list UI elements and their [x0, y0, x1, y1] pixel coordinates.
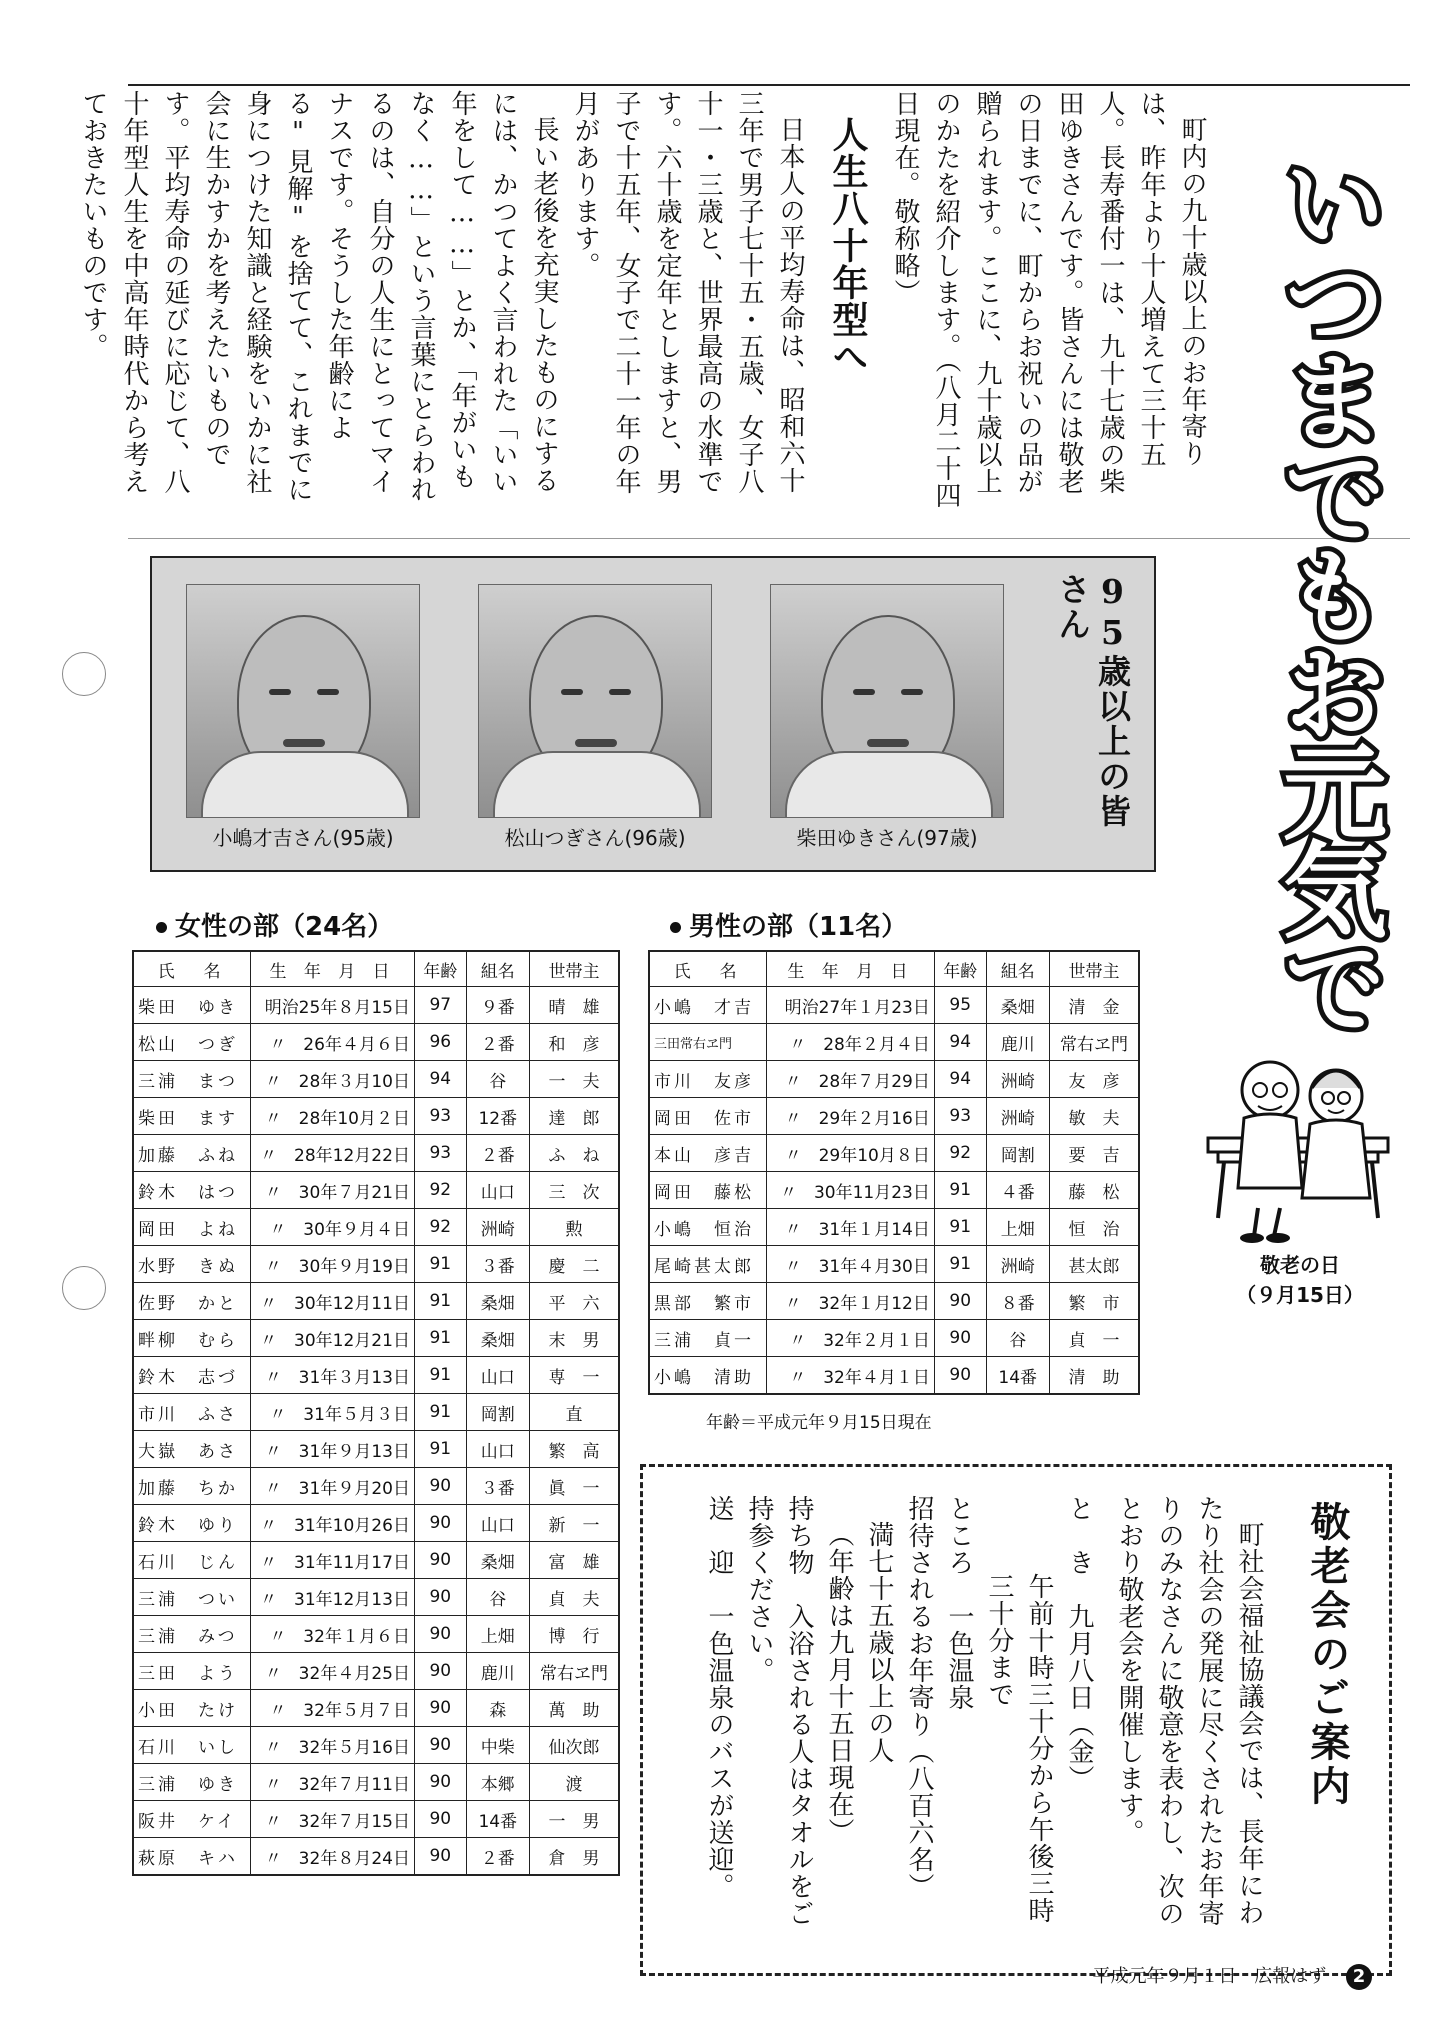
cell-group: 谷	[466, 1579, 529, 1616]
table-header-row	[133, 951, 619, 987]
column-header: 世帯主	[529, 951, 619, 987]
photo-panel-title: 95歳以上の皆さん	[1053, 572, 1132, 829]
cell-age: 90	[414, 1801, 466, 1838]
binder-hole-bottom	[62, 1266, 106, 1310]
cell-name: 佐野 かと	[133, 1283, 251, 1320]
cell-birthdate: 〃 32年１月６日	[251, 1616, 415, 1653]
cell-householder: 新 一	[529, 1505, 619, 1542]
column-header: 世帯主	[1049, 951, 1139, 987]
table-row	[649, 1135, 1139, 1172]
cell-householder: ふ ね	[529, 1135, 619, 1172]
cell-householder: 貞 一	[1049, 1320, 1139, 1357]
women-count: （24名）	[279, 912, 394, 942]
cell-group: 森	[466, 1690, 529, 1727]
cell-group: 谷	[986, 1320, 1049, 1357]
cell-birthdate: 〃 31年１月14日	[767, 1209, 935, 1246]
cell-name: 松山 つぎ	[133, 1024, 251, 1061]
cell-name: 三浦 つい	[133, 1579, 251, 1616]
cell-age: 90	[414, 1579, 466, 1616]
men-section-heading	[670, 906, 907, 943]
women-table	[132, 950, 620, 1876]
cell-group: 洲崎	[466, 1209, 529, 1246]
intro-article	[78, 90, 1212, 510]
eye-right	[317, 689, 339, 695]
cell-group: 鹿川	[986, 1024, 1049, 1061]
cell-birthdate: 〃 29年10月８日	[767, 1135, 935, 1172]
table-row	[133, 1727, 619, 1764]
age-as-of-note: 年齢＝平成元年９月15日現在	[706, 1413, 932, 1433]
cell-birthdate: 〃 32年７月15日	[251, 1801, 415, 1838]
table-row	[133, 1320, 619, 1357]
cell-birthdate: 〃 32年２月１日	[767, 1320, 935, 1357]
cell-group: 14番	[466, 1801, 529, 1838]
cell-householder: 常右ヱ門	[1049, 1024, 1139, 1061]
table-row	[133, 1653, 619, 1690]
cell-householder: 晴 雄	[529, 987, 619, 1024]
cell-group: 山口	[466, 1431, 529, 1468]
column-header: 年齢	[934, 951, 986, 987]
cell-age: 90	[934, 1320, 986, 1357]
table-row	[133, 1505, 619, 1542]
cell-age: 91	[414, 1431, 466, 1468]
cell-age: 90	[934, 1283, 986, 1320]
cell-householder: 渡	[529, 1764, 619, 1801]
cell-age: 94	[934, 1061, 986, 1098]
cell-birthdate: 〃 31年10月26日	[251, 1505, 415, 1542]
cell-name: 小田 たけ	[133, 1690, 251, 1727]
bullet-icon	[670, 922, 681, 933]
page-footer	[1093, 1962, 1372, 1990]
column-header: 組名	[466, 951, 529, 987]
table-row	[133, 1283, 619, 1320]
table-row	[133, 1838, 619, 1876]
column-header: 組名	[986, 951, 1049, 987]
cell-age: 90	[414, 1653, 466, 1690]
cell-group: 桑畑	[466, 1542, 529, 1579]
cell-householder: 萬 助	[529, 1690, 619, 1727]
cell-birthdate: 〃 28年７月29日	[767, 1061, 935, 1098]
cell-birthdate: 〃 32年８月24日	[251, 1838, 415, 1876]
cell-birthdate: 〃 31年９月13日	[251, 1431, 415, 1468]
cell-group: 洲崎	[986, 1098, 1049, 1135]
cell-birthdate: 〃 30年12月21日	[251, 1320, 415, 1357]
cell-name: 岡田 藤松	[649, 1172, 767, 1209]
cell-householder: 一 男	[529, 1801, 619, 1838]
cell-householder: 和 彦	[529, 1024, 619, 1061]
cell-birthdate: 明治25年８月15日	[251, 987, 415, 1024]
notice-bring-value: 入浴される人はタオルをご持参ください。	[744, 1495, 814, 1927]
headline: いつまでもお元気で	[1265, 150, 1387, 1032]
portrait-photo	[186, 584, 420, 818]
cell-group: ３番	[466, 1468, 529, 1505]
photo-caption: 柴田ゆきさん(97歳)	[796, 826, 978, 850]
cell-birthdate: 〃 31年12月13日	[251, 1579, 415, 1616]
cell-age: 90	[414, 1542, 466, 1579]
cell-householder: 敏 夫	[1049, 1098, 1139, 1135]
cell-age: 92	[414, 1172, 466, 1209]
cell-name: 柴田 ます	[133, 1098, 251, 1135]
cell-group: 岡割	[986, 1135, 1049, 1172]
table-row	[133, 1764, 619, 1801]
cell-group: 上畑	[986, 1209, 1049, 1246]
cell-name: 小嶋 清助	[649, 1357, 767, 1395]
cell-householder: 繁 市	[1049, 1283, 1139, 1320]
table-row	[133, 1209, 619, 1246]
cell-age: 90	[414, 1690, 466, 1727]
cell-name: 三田 よう	[133, 1653, 251, 1690]
table-row	[649, 1024, 1139, 1061]
cell-group: ４番	[986, 1172, 1049, 1209]
table-row	[133, 1542, 619, 1579]
cell-group: 12番	[466, 1098, 529, 1135]
cell-age: 91	[414, 1320, 466, 1357]
cell-group: 山口	[466, 1172, 529, 1209]
cell-name: 三浦 みつ	[133, 1616, 251, 1653]
column-header: 氏 名	[649, 951, 767, 987]
cell-householder: 要 吉	[1049, 1135, 1139, 1172]
table-row	[133, 1690, 619, 1727]
cell-householder: 仙次郎	[529, 1727, 619, 1764]
cell-age: 93	[934, 1098, 986, 1135]
table-row	[133, 1172, 619, 1209]
men-heading-label: 男性の部	[689, 912, 794, 942]
portrait-body	[493, 751, 701, 817]
cell-name: 三浦 貞一	[649, 1320, 767, 1357]
table-row	[649, 987, 1139, 1024]
cell-group: 洲崎	[986, 1246, 1049, 1283]
cell-name: 石川 いし	[133, 1727, 251, 1764]
cell-age: 97	[414, 987, 466, 1024]
cell-householder: 博 行	[529, 1616, 619, 1653]
cell-group: ２番	[466, 1838, 529, 1876]
column-header: 生 年 月 日	[767, 951, 935, 987]
notice-where-label: ところ	[944, 1495, 974, 1576]
portrait-photo	[770, 584, 1004, 818]
eye-right	[901, 689, 923, 695]
column-header: 生 年 月 日	[251, 951, 415, 987]
cell-name: 岡田 よね	[133, 1209, 251, 1246]
men-count: （11名）	[793, 912, 908, 942]
table-row	[649, 1172, 1139, 1209]
cell-birthdate: 〃 32年５月16日	[251, 1727, 415, 1764]
intro-heading: 人生八十年型へ	[827, 116, 868, 375]
cell-householder: 常右ヱ門	[529, 1653, 619, 1690]
cell-age: 90	[414, 1505, 466, 1542]
table-row	[133, 1431, 619, 1468]
cell-birthdate: 〃 30年11月23日	[767, 1172, 935, 1209]
mid-rule	[128, 538, 1410, 539]
cell-birthdate: 〃 32年４月25日	[251, 1653, 415, 1690]
cell-age: 90	[414, 1838, 466, 1876]
cell-name: 畔柳 むら	[133, 1320, 251, 1357]
cell-householder: 清 助	[1049, 1357, 1139, 1395]
cell-name: 鈴木 ゆり	[133, 1505, 251, 1542]
table-row	[133, 1098, 619, 1135]
cell-group: 中柴	[466, 1727, 529, 1764]
cell-age: 90	[414, 1616, 466, 1653]
footer-date: 平成元年９月１日	[1092, 1966, 1237, 1987]
cell-householder: 友 彦	[1049, 1061, 1139, 1098]
cell-age: 93	[414, 1098, 466, 1135]
cell-householder: 恒 治	[1049, 1209, 1139, 1246]
notice-transport-value: 一色温泉のバスが送迎。	[704, 1603, 734, 1900]
notice-bring	[739, 1495, 819, 1945]
cell-householder: 眞 一	[529, 1468, 619, 1505]
cell-householder: 藤 松	[1049, 1172, 1139, 1209]
table-row	[133, 1357, 619, 1394]
illustration-caption	[1180, 1250, 1420, 1310]
cell-group: ２番	[466, 1024, 529, 1061]
cell-householder: 末 男	[529, 1320, 619, 1357]
men-table	[648, 950, 1140, 1395]
notice-time-value: 午前十時三十分から午後三時三十分まで	[984, 1573, 1054, 1924]
table-row	[649, 1283, 1139, 1320]
cell-birthdate: 〃 32年１月12日	[767, 1283, 935, 1320]
table-row	[649, 1246, 1139, 1283]
table-row	[649, 1357, 1139, 1395]
notice-when-label: と き	[1064, 1495, 1094, 1576]
cell-name: 黒部 繁市	[649, 1283, 767, 1320]
cell-householder: 直	[529, 1394, 619, 1431]
notice-intro: 町社会福祉協議会では、長年にわたり社会の発展に尽くされたお年寄りのみなさんに敬意を表わし、次のとおり敬老会を開催します。	[1114, 1495, 1264, 1927]
cell-group: 岡割	[466, 1394, 529, 1431]
notice-invited-label: 招待されるお年寄り（八百六名）	[904, 1495, 934, 1900]
portrait-body	[201, 751, 409, 817]
cell-age: 94	[414, 1061, 466, 1098]
cell-householder: 一 夫	[529, 1061, 619, 1098]
cell-birthdate: 〃 32年５月７日	[251, 1690, 415, 1727]
cell-birthdate: 〃 32年４月１日	[767, 1357, 935, 1395]
cell-birthdate: 〃 30年12月11日	[251, 1283, 415, 1320]
cell-group: 谷	[466, 1061, 529, 1098]
notice-title: 敬老会のご案内	[1304, 1501, 1350, 1809]
cell-householder: 平 六	[529, 1283, 619, 1320]
cell-birthdate: 〃 31年３月13日	[251, 1357, 415, 1394]
table-row	[649, 1098, 1139, 1135]
cell-birthdate: 〃 31年11月17日	[251, 1542, 415, 1579]
cell-age: 90	[414, 1764, 466, 1801]
cell-householder: 三 次	[529, 1172, 619, 1209]
notice-where-value: 一色温泉	[944, 1603, 974, 1711]
cell-householder: 繁 高	[529, 1431, 619, 1468]
cell-name: 鈴木 はつ	[133, 1172, 251, 1209]
table-row	[133, 1616, 619, 1653]
cell-birthdate: 明治27年１月23日	[767, 987, 935, 1024]
cell-name: 加藤 ちか	[133, 1468, 251, 1505]
cell-group: 鹿川	[466, 1653, 529, 1690]
cell-age: 91	[414, 1394, 466, 1431]
cell-group: 桑畑	[466, 1283, 529, 1320]
cell-householder: 慶 二	[529, 1246, 619, 1283]
mouth	[283, 739, 325, 747]
cell-age: 92	[414, 1209, 466, 1246]
mouth	[575, 739, 617, 747]
cell-group: 上畑	[466, 1616, 529, 1653]
cell-group: 洲崎	[986, 1061, 1049, 1098]
cell-group: 山口	[466, 1505, 529, 1542]
cell-householder: 専 一	[529, 1357, 619, 1394]
cell-age: 93	[414, 1135, 466, 1172]
cell-householder: 清 金	[1049, 987, 1139, 1024]
illustration-caption-line1: 敬老の日	[1260, 1253, 1340, 1277]
cell-householder: 勲	[529, 1209, 619, 1246]
table-row	[133, 1246, 619, 1283]
cell-group: 桑畑	[466, 1320, 529, 1357]
cell-age: 91	[414, 1357, 466, 1394]
cell-birthdate: 〃 31年９月20日	[251, 1468, 415, 1505]
cell-group: ３番	[466, 1246, 529, 1283]
cell-name: 三浦 ゆき	[133, 1764, 251, 1801]
cell-group: ８番	[986, 1283, 1049, 1320]
footer-publication: 広報はず	[1254, 1966, 1327, 1987]
cell-birthdate: 〃 30年９月19日	[251, 1246, 415, 1283]
cell-age: 90	[414, 1468, 466, 1505]
cell-householder: 達 郎	[529, 1098, 619, 1135]
cell-birthdate: 〃 26年４月６日	[251, 1024, 415, 1061]
cell-birthdate: 〃 28年10月２日	[251, 1098, 415, 1135]
cell-group: ２番	[466, 1135, 529, 1172]
cell-name: 阪井 ケイ	[133, 1801, 251, 1838]
table-row	[133, 987, 619, 1024]
cell-name: 尾崎甚太郎	[649, 1246, 767, 1283]
cell-name: 本山 彦吉	[649, 1135, 767, 1172]
notice-invited-note: （年齢は九月十五日現在）	[824, 1521, 854, 1845]
cell-group: 本郷	[466, 1764, 529, 1801]
table-row	[133, 1801, 619, 1838]
cell-birthdate: 〃 32年７月11日	[251, 1764, 415, 1801]
cell-group: ９番	[466, 987, 529, 1024]
cell-name: 水野 きぬ	[133, 1246, 251, 1283]
table-row	[649, 1061, 1139, 1098]
notice-box	[640, 1464, 1392, 1976]
illustration-caption-line2: （９月15日）	[1236, 1283, 1364, 1307]
cell-householder: 甚太郎	[1049, 1246, 1139, 1283]
mouth	[867, 739, 909, 747]
table-row	[133, 1579, 619, 1616]
cell-group: 山口	[466, 1357, 529, 1394]
cell-householder: 貞 夫	[529, 1579, 619, 1616]
table-row	[133, 1468, 619, 1505]
cell-age: 96	[414, 1024, 466, 1061]
notice-time	[979, 1495, 1059, 1945]
page-number: 2	[1346, 1964, 1372, 1990]
notice-when-value: 九月八日（金）	[1064, 1603, 1094, 1792]
cell-name: 大嶽 あさ	[133, 1431, 251, 1468]
table-header-row	[649, 951, 1139, 987]
women-table-body	[133, 987, 619, 1876]
cell-name: 加藤 ふね	[133, 1135, 251, 1172]
table-row	[133, 1024, 619, 1061]
photo-caption: 松山つぎさん(96歳)	[504, 826, 686, 850]
table-row	[649, 1320, 1139, 1357]
men-table-body	[649, 987, 1139, 1395]
notice-invited-value: 満七十五歳以上の人	[864, 1521, 894, 1764]
table-row	[649, 1209, 1139, 1246]
women-section-heading	[156, 906, 393, 943]
cell-age: 95	[934, 987, 986, 1024]
table-row	[133, 1394, 619, 1431]
cell-age: 91	[934, 1209, 986, 1246]
cell-name: 小嶋 才吉	[649, 987, 767, 1024]
cell-age: 90	[414, 1727, 466, 1764]
cell-age: 91	[934, 1246, 986, 1283]
column-header: 年齢	[414, 951, 466, 987]
elderly-couple-illustration	[1198, 1048, 1398, 1248]
photo-panel	[150, 556, 1156, 872]
cell-name: 小嶋 恒治	[649, 1209, 767, 1246]
cell-birthdate: 〃 31年４月30日	[767, 1246, 935, 1283]
eye-right	[609, 689, 631, 695]
notice-transport	[699, 1495, 739, 1945]
cell-age: 91	[934, 1172, 986, 1209]
cell-name: 市川 ふさ	[133, 1394, 251, 1431]
cell-age: 91	[414, 1283, 466, 1320]
cell-name: 岡田 佐市	[649, 1098, 767, 1135]
notice-body	[704, 1495, 1269, 1945]
women-heading-label: 女性の部	[175, 912, 280, 942]
cell-householder: 倉 男	[529, 1838, 619, 1876]
top-rule	[128, 84, 1410, 86]
cell-birthdate: 〃 29年２月16日	[767, 1098, 935, 1135]
cell-age: 91	[414, 1246, 466, 1283]
cell-householder: 富 雄	[529, 1542, 619, 1579]
cell-age: 94	[934, 1024, 986, 1061]
notice-when	[1059, 1495, 1099, 1945]
portrait-photo	[478, 584, 712, 818]
notice-where	[939, 1495, 979, 1945]
intro-paragraph-2: 日本人の平均寿命は、昭和六十三年で男子七十五・五歳、女子八十一・三歳と、世界最高の水準です。六十歳を定年としますと、男子で十五年、女子で二十一年の年月があります。	[570, 90, 805, 495]
binder-hole-top	[62, 652, 106, 696]
cell-name: 柴田 ゆき	[133, 987, 251, 1024]
cell-birthdate: 〃 30年９月４日	[251, 1209, 415, 1246]
cell-name: 三浦 まつ	[133, 1061, 251, 1098]
cell-birthdate: 〃 28年３月10日	[251, 1061, 415, 1098]
table-row	[133, 1061, 619, 1098]
notice-transport-label: 送 迎	[704, 1495, 734, 1576]
cell-birthdate: 〃 30年７月21日	[251, 1172, 415, 1209]
portrait-body	[785, 751, 993, 817]
intro-paragraph-3: 長い老後を充実したものにするには、かつてよく言われた「いい年をして……」とか、「年がいもなく……」という言葉にとらわれるのは、自分の人生にとってマイナスです。そうした年齢による"見解"を捨てて、これまでに身につけた知識と経験をいかに社会に生かすかを考えたいものです。平均寿命の延びに応じて、八十年型人生を中高年時代から考えておきたいものです。	[78, 90, 559, 503]
cell-group: 桑畑	[986, 987, 1049, 1024]
cell-birthdate: 〃 31年５月３日	[251, 1394, 415, 1431]
cell-group: 14番	[986, 1357, 1049, 1395]
cell-age: 92	[934, 1135, 986, 1172]
cell-name: 萩原 キハ	[133, 1838, 251, 1876]
cell-birthdate: 〃 28年２月４日	[767, 1024, 935, 1061]
intro-paragraph-1: 町内の九十歳以上のお年寄りは、昨年より十人増えて三十五人。長寿番付一は、九十七歳の柴田ゆきさんです。皆さんには敬老の日までに、町からお祝いの品が贈られます。ここに、九十歳以上のかたを紹介します。（八月二十四日現在。敬称略）	[890, 90, 1207, 509]
cell-name: 鈴木 志づ	[133, 1357, 251, 1394]
eye-left	[561, 689, 583, 695]
notice-bring-label: 持ち物	[784, 1495, 814, 1576]
table-row	[133, 1135, 619, 1172]
column-header: 氏 名	[133, 951, 251, 987]
cell-age: 90	[934, 1357, 986, 1395]
cell-name: 三田常右ヱ門	[649, 1024, 767, 1061]
eye-left	[269, 689, 291, 695]
eye-left	[853, 689, 875, 695]
cell-birthdate: 〃 28年12月22日	[251, 1135, 415, 1172]
bullet-icon	[156, 922, 167, 933]
cell-name: 市川 友彦	[649, 1061, 767, 1098]
cell-name: 石川 じん	[133, 1542, 251, 1579]
photo-caption: 小嶋才吉さん(95歳)	[212, 826, 394, 850]
